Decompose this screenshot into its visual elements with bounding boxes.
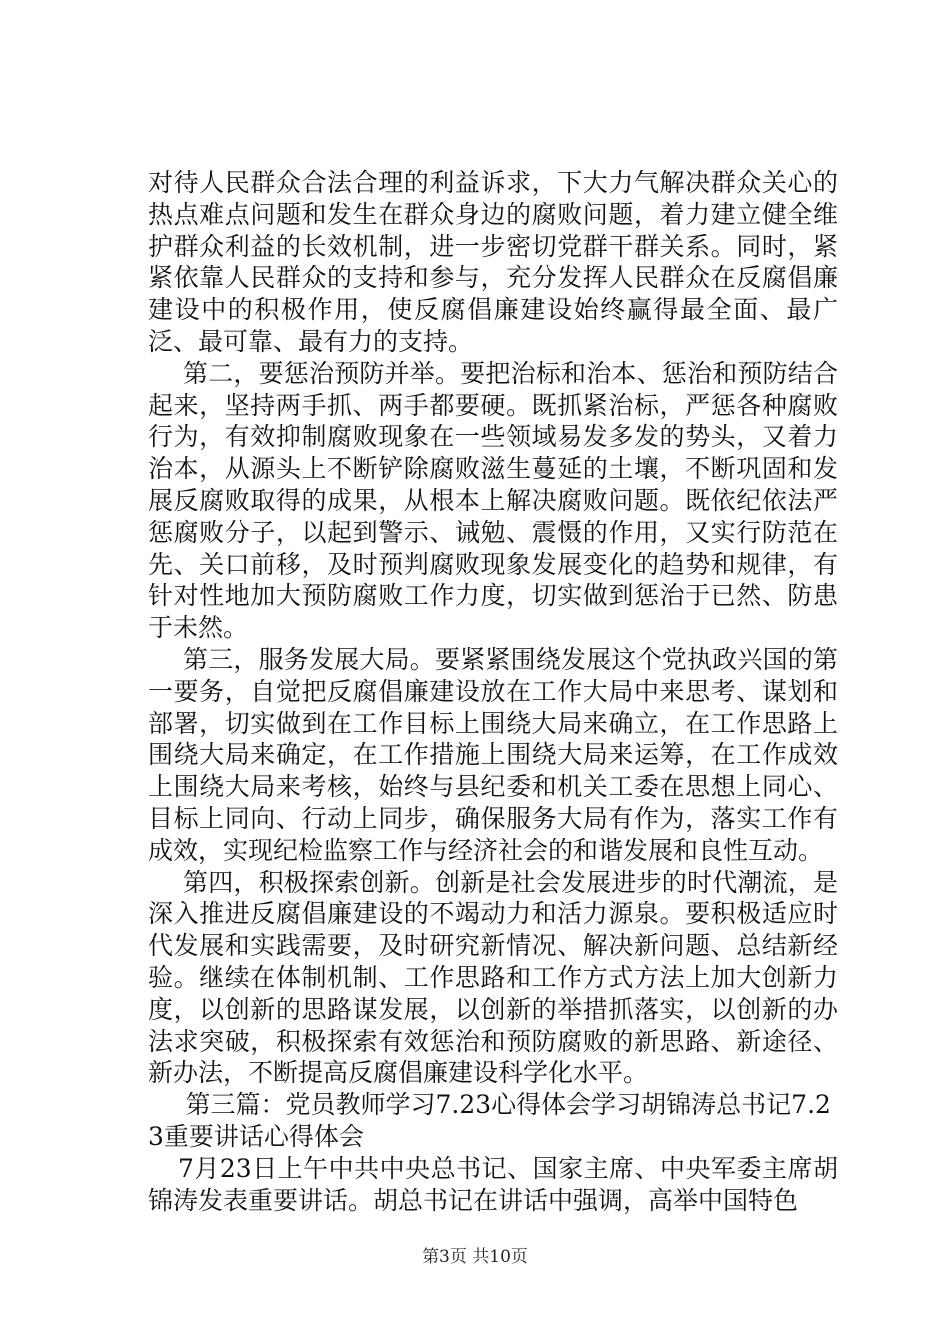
section-heading: 第三篇：党员教师学习7.23心得体会学习胡锦涛总书记7.23重要讲话心得体会 <box>148 1090 831 1151</box>
paragraph-second-point: 第二，要惩治预防并举。要把治标和治本、惩治和预防结合起来，坚持两手抓、两手都要硬。既抓紧治标，严惩各种腐败行为，有效抑制腐败现象在一些领域易发多发的势头，又着力治本，从源头上不断铲除腐败滋生蔓延的土壤，不断巩固和发展反腐败取得的成果，从根本上解决腐败问题。既依纪依法严惩腐败分子，以起到警示、诫勉、震慑的作用，又实行防范在先、关口前移，及时预判腐败现象发展变化的趋势和规律，有针对性地加大预防腐败工作力度，切实做到惩治于已然、防患于未然。 <box>148 358 838 643</box>
document-body <box>148 167 838 1216</box>
paragraph-fourth-point: 第四，积极探索创新。创新是社会发展进步的时代潮流，是深入推进反腐倡廉建设的不竭动力和活力源泉。要积极适应时代发展和实践需要，及时研究新情况、解决新问题、总结新经验。继续在体制机制、工作思路和工作方式方法上加大创新力度，以创新的思路谋发展，以创新的举措抓落实，以创新的办法求突破，积极探索有效惩治和预防腐败的新思路、新途径、新办法，不断提高反腐倡廉建设科学化水平。 <box>148 867 838 1088</box>
paragraph-speech-intro: 7月23日上午中共中央总书记、国家主席、中央军委主席胡锦涛发表重要讲话。胡总书记在讲话中强调，高举中国特色 <box>148 1153 838 1215</box>
paragraph-third-point: 第三，服务发展大局。要紧紧围绕发展这个党执政兴国的第一要务，自觉把反腐倡廉建设放在工作大局中来思考、谋划和部署，切实做到在工作目标上围绕大局来确立，在工作思路上围绕大局来确定，在工作措施上围绕大局来运筹，在工作成效上围绕大局来考核，始终与县纪委和机关工委在思想上同心、目标上同向、行动上同步，确保服务大局有作为，落实工作有成效，实现纪检监察工作与经济社会的和谐发展和良性互动。 <box>148 644 838 865</box>
page-footer: 第3页 共10页 <box>422 1247 528 1267</box>
paragraph-continuation: 对待人民群众合法合理的利益诉求，下大力气解决群众关心的热点难点问题和发生在群众身边的腐败问题，着力建立健全维护群众利益的长效机制，进一步密切党群干群关系。同时，紧紧依靠人民群众的支持和参与，充分发挥人民群众在反腐倡廉建设中的积极作用，使反腐倡廉建设始终赢得最全面、最广泛、最可靠、最有力的支持。 <box>148 168 838 356</box>
